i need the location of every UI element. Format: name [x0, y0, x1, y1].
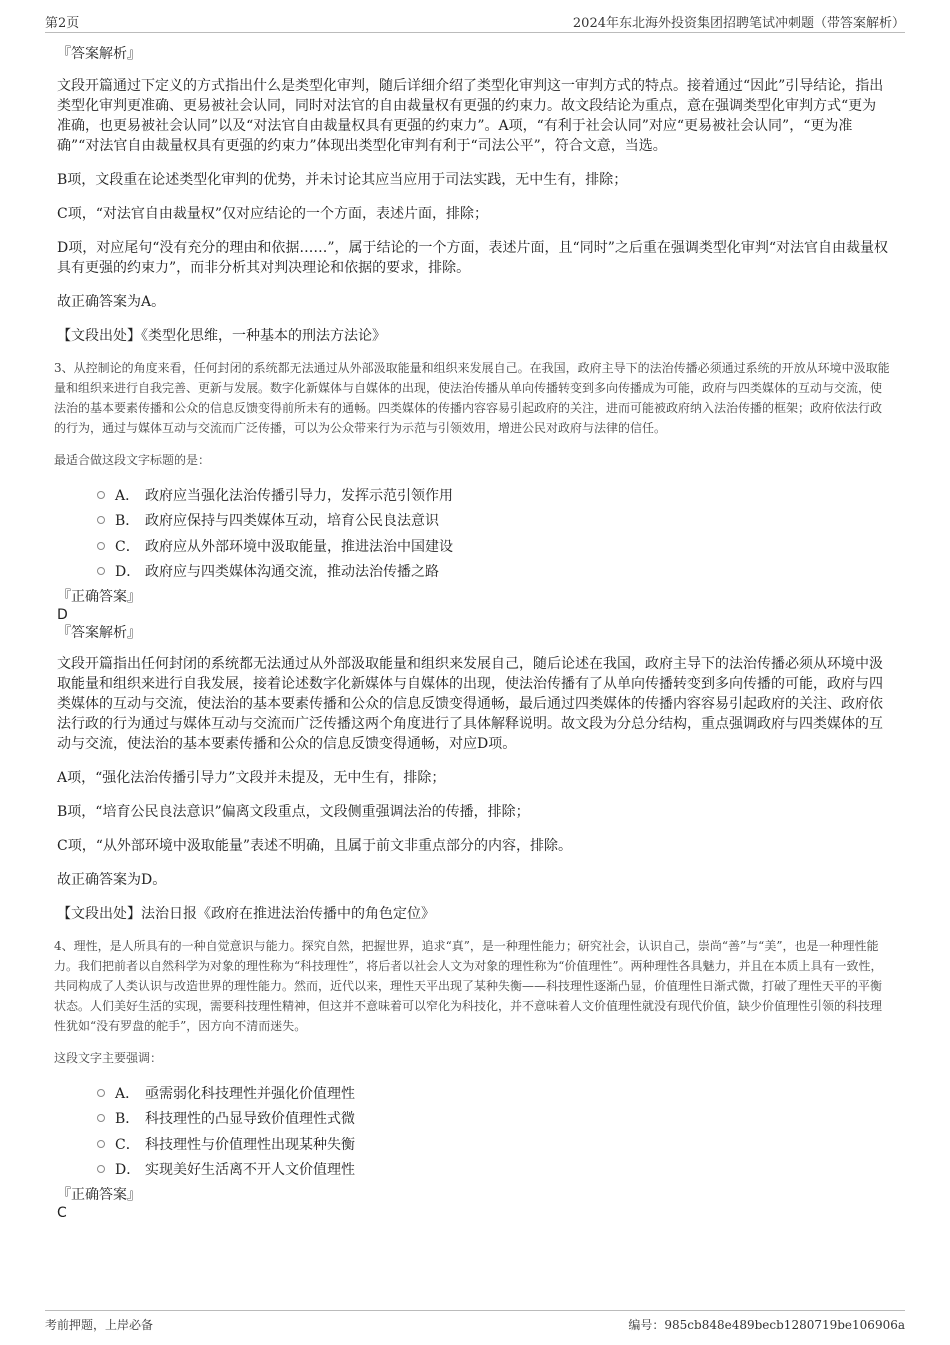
q3-source: 【文段出处】法治日报《政府在推进法治传播中的角色定位》: [57, 906, 435, 922]
q3-option-a[interactable]: [97, 482, 890, 508]
footer-code: 编号：985cb848e489becb1280719be106906a: [628, 1318, 905, 1332]
option-text: 政府应与四类媒体沟通交流，推动法治传播之路: [145, 564, 439, 581]
q4-prompt: 这段文字主要强调：: [54, 1051, 163, 1065]
q2-conclusion: 故正确答案为A。: [57, 294, 166, 310]
q3-answer-title: 『正确答案』: [57, 589, 141, 605]
q3-analysis-option-c: C项，“从外部环境中汲取能量”表述不明确，且属于前文非重点部分的内容，排除。: [57, 838, 573, 854]
q3-answer: D: [57, 607, 68, 623]
option-letter: C．: [115, 1136, 140, 1153]
option-text: 政府应保持与四类媒体互动，培育公民良法意识: [145, 513, 439, 530]
q4-option-b[interactable]: [97, 1106, 890, 1132]
radio-icon[interactable]: [97, 542, 105, 550]
q4-options: [97, 1080, 890, 1182]
radio-icon[interactable]: [97, 1114, 105, 1122]
document-title: 2024年东北海外投资集团招聘笔试冲刺题（带答案解析）: [572, 16, 905, 31]
footer-slogan: 考前押题，上岸必备: [45, 1318, 154, 1332]
q2-analysis-option-d: D项，对应尾句“没有充分的理由和依据……”，属于结论的一个方面，表述片面，且“同时”之后重在强调类型化审判“对法官自由裁量权具有更强的约束力”，而非分析其对判决理论和依据的要求，排除。: [57, 240, 889, 276]
q3-option-b[interactable]: [97, 508, 890, 534]
page-content: [54, 44, 890, 1222]
q2-source: 【文段出处】《类型化思维，一种基本的刑法方法论》: [57, 328, 386, 344]
q4-answer-title: 『正确答案』: [57, 1187, 141, 1203]
option-letter: A．: [115, 487, 140, 504]
radio-icon[interactable]: [97, 567, 105, 575]
option-letter: C．: [115, 538, 140, 555]
option-text: 政府应从外部环境中汲取能量，推进法治中国建设: [145, 538, 453, 555]
q4-option-a[interactable]: [97, 1080, 890, 1106]
q3-analysis-title: 『答案解析』: [57, 625, 141, 641]
q4-stem: 4、理性，是人所具有的一种自觉意识与能力。探究自然，把握世界，追求“真”，是一种理性能力；研究社会，认识自己，崇尚“善”与“美”，也是一种理性能力。我们把前者以自然科学为对象的理性称为“科技理性”，将后者以社会人文为对象的理性称为“价值理性”。两种理性各具魅力，并且在本质上具有一致性，共同构成了人类认识与改造世界的理性能力。然而，近代以来，理性天平出现了某种失衡——科技理性逐渐凸显，价值理性日渐式微，打破了理性天平的平衡状态。人们美好生活的实现，需要科技理性精神，但这并不意味着可以窄化为科技化，并不意味着人文价值理性就没有现代价值，缺少价值理性引领的科技理性犹如“没有罗盘的舵手”，因方向不清而迷失。: [54, 939, 883, 1033]
radio-icon[interactable]: [97, 1140, 105, 1148]
radio-icon[interactable]: [97, 1165, 105, 1173]
q3-options: [97, 482, 890, 584]
q4-option-d[interactable]: [97, 1157, 890, 1183]
page-footer: [45, 1310, 905, 1339]
option-text: 亟需弱化科技理性并强化价值理性: [145, 1085, 355, 1102]
q2-analysis-option-b: B项，文段重在论述类型化审判的优势，并未讨论其应当应用于司法实践，无中生有，排除；: [57, 172, 628, 188]
q3-option-d[interactable]: [97, 559, 890, 585]
q2-analysis-option-c: C项，“对法官自由裁量权”仅对应结论的一个方面，表述片面，排除；: [57, 206, 489, 222]
page-number: 第2页: [45, 16, 80, 31]
option-letter: B．: [115, 1111, 140, 1128]
q2-analysis-title: 『答案解析』: [57, 46, 141, 62]
option-text: 政府应当强化法治传播引导力，发挥示范引领作用: [145, 487, 453, 504]
option-text: 实现美好生活离不开人文价值理性: [145, 1162, 355, 1179]
radio-icon[interactable]: [97, 516, 105, 524]
q3-conclusion: 故正确答案为D。: [57, 872, 167, 888]
q3-analysis-paragraph: 文段开篇指出任何封闭的系统都无法通过从外部汲取能量和组织来发展自己，随后论述在我国，政府主导下的法治传播必须从环境中汲取能量和组织来进行自我发展，接着论述数字化新媒体与自媒体的出现，使法治传播有了从单向传播转变到多向传播的可能，政府与四类媒体的互动与交流，使法治的基本要素传播和公众的信息反馈变得通畅，最后通过四类媒体的传播内容容易引起政府的关注、政府依法行政的行为通过与媒体互动与交流而广泛传播这两个角度进行了具体解释说明。故文段为分总分结构，重点强调政府与四类媒体的互动与交流，使法治的基本要素传播和公众的信息反馈变得通畅，对应D项。: [57, 656, 883, 752]
q4-answer: C: [57, 1205, 67, 1221]
option-text: 科技理性的凸显导致价值理性式微: [145, 1111, 355, 1128]
q2-analysis-paragraph: 文段开篇通过下定义的方式指出什么是类型化审判，随后详细介绍了类型化审判这一审判方式的特点。接着通过“因此”引导结论，指出类型化审判更准确、更易被社会认同，同时对法官的自由裁量权有更强的约束力。故文段结论为重点，意在强调类型化审判方式“更为准确，也更易被社会认同”以及“对法官自由裁量权具有更强的约束力”。A项，“有利于社会认同”对应“更易被社会认同”，“更为准确”“对法官自由裁量权具有更强的约束力”体现出类型化审判有利于“司法公平”，符合文意，当选。: [57, 78, 884, 154]
option-letter: D．: [115, 1162, 141, 1179]
radio-icon[interactable]: [97, 491, 105, 499]
q3-analysis-option-a: A项，“强化法治传播引导力”文段并未提及，无中生有，排除；: [57, 770, 446, 786]
option-letter: B．: [115, 513, 140, 530]
q3-prompt: 最适合做这段文字标题的是：: [54, 453, 211, 467]
option-letter: D．: [115, 564, 141, 581]
option-letter: A．: [115, 1085, 140, 1102]
page-header: [45, 12, 905, 33]
option-text: 科技理性与价值理性出现某种失衡: [145, 1136, 355, 1153]
q4-option-c[interactable]: [97, 1131, 890, 1157]
q3-analysis-option-b: B项，“培育公民良法意识”偏离文段重点，文段侧重强调法治的传播，排除；: [57, 804, 530, 820]
q3-stem: 3、从控制论的角度来看，任何封闭的系统都无法通过从外部汲取能量和组织来发展自己。在我国，政府主导下的法治传播必须通过系统的开放从环境中汲取能量和组织来进行自我完善、更新与发展。数字化新媒体与自媒体的出现，使法治传播从单向传播转变到多向传播成为可能，政府与四类媒体的互动与交流，使法治的基本要素传播和公众的信息反馈变得前所未有的通畅。四类媒体的传播内容容易引起政府的关注，进而可能被政府纳入法治传播的框架；政府依法行政的行为，通过与媒体互动与交流而广泛传播，可以为公众带来行为示范与引领效用，增进公民对政府与法律的信任。: [54, 361, 890, 435]
q3-option-c[interactable]: [97, 533, 890, 559]
radio-icon[interactable]: [97, 1089, 105, 1097]
